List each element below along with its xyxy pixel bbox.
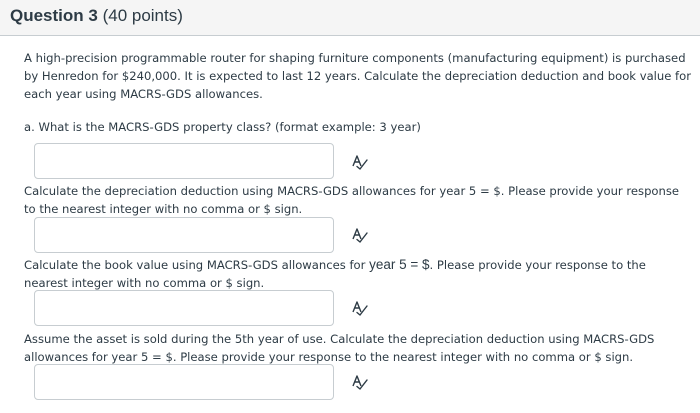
answer-input-4[interactable] — [34, 364, 334, 400]
answer-input-1[interactable] — [34, 143, 334, 179]
part-3-prompt — [24, 256, 692, 292]
answer-input-2[interactable] — [34, 217, 334, 253]
part-4-prompt: Assume the asset is sold during the 5th year of use. Calculate the depreciation deduction using MACRS-GDS allowances for year 5 = $. Please provide your response to the nearest integer with no comma or $ sign. — [24, 332, 655, 364]
question-points: (40 points) — [97, 6, 183, 25]
question-intro: A high-precision programmable router for shaping furniture components (manufacturing equipment) is purchased by Henredon for $240,000. It is expected to last 12 years. Calculate the depreciation deduction and book value for each year using MACRS-GDS allowances. — [24, 51, 692, 101]
spellcheck-icon[interactable] — [351, 300, 369, 316]
question-title — [10, 6, 183, 26]
part-a-prompt: a. What is the MACRS-GDS property class? (format example: 3 year) — [24, 120, 421, 134]
part-3-prompt-year: year 5 = $ — [369, 257, 430, 272]
question-number: Question 3 — [10, 6, 98, 25]
answer-input-3[interactable] — [34, 290, 334, 326]
spellcheck-icon[interactable] — [351, 227, 369, 243]
part-2-prompt: Calculate the depreciation deduction using MACRS-GDS allowances for year 5 = $. Please provide your response to the nearest integer with no comma or $ sign. — [24, 184, 680, 216]
question-header — [0, 0, 700, 36]
part-3-prompt-after: . Please provide your response to the nearest integer with no comma or $ sign. — [24, 258, 646, 290]
spellcheck-icon[interactable] — [351, 374, 369, 390]
part-3-prompt-before: Calculate the book value using MACRS-GDS allowances for — [24, 258, 370, 272]
spellcheck-icon[interactable] — [351, 154, 369, 170]
